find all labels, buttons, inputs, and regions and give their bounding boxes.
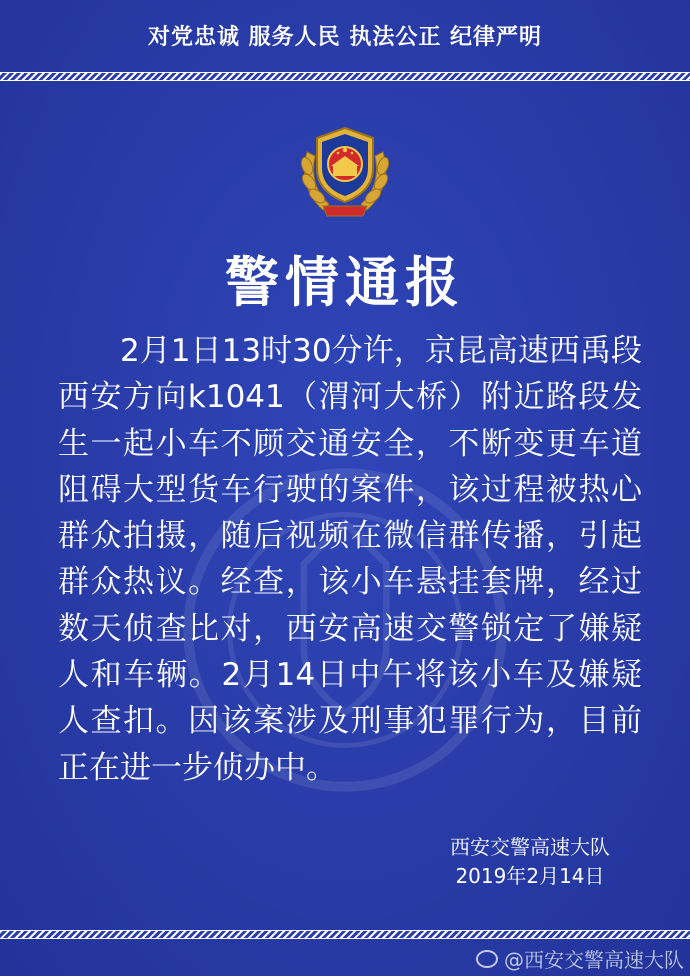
decorative-stripe-top xyxy=(0,72,690,81)
decorative-stripe-bottom xyxy=(0,930,690,939)
slogan-header: 对党忠诚 服务人民 执法公正 纪律严明 xyxy=(148,25,542,50)
signature-block xyxy=(420,833,640,891)
weibo-icon xyxy=(476,950,498,968)
weibo-watermark-text: @西安交警高速大队 xyxy=(504,948,684,972)
issuer-name: 西安交警高速大队 xyxy=(450,835,610,859)
issue-date: 2019年2月14日 xyxy=(455,864,605,888)
weibo-watermark xyxy=(476,944,684,973)
notice-title: 警情通报 xyxy=(225,251,465,314)
notice-body: 2月1日13时30分许，京昆高速西禹段西安方向k1041（渭河大桥）附近路段发生一起小车不顾交通安全，不断变更车道阻碍大型货车行驶的案件，该过程被热心群众拍摄，随后视频在微信群传播，引起群众热议。经查，该小车悬挂套牌，经过数天侦查比对，西安高速交警锁定了嫌疑人和车辆。2月14日中午将该小车及嫌疑人查扣。因该案涉及刑事犯罪行为，目前正在进一步侦办中。 xyxy=(58,333,642,786)
police-emblem-icon xyxy=(293,122,397,226)
